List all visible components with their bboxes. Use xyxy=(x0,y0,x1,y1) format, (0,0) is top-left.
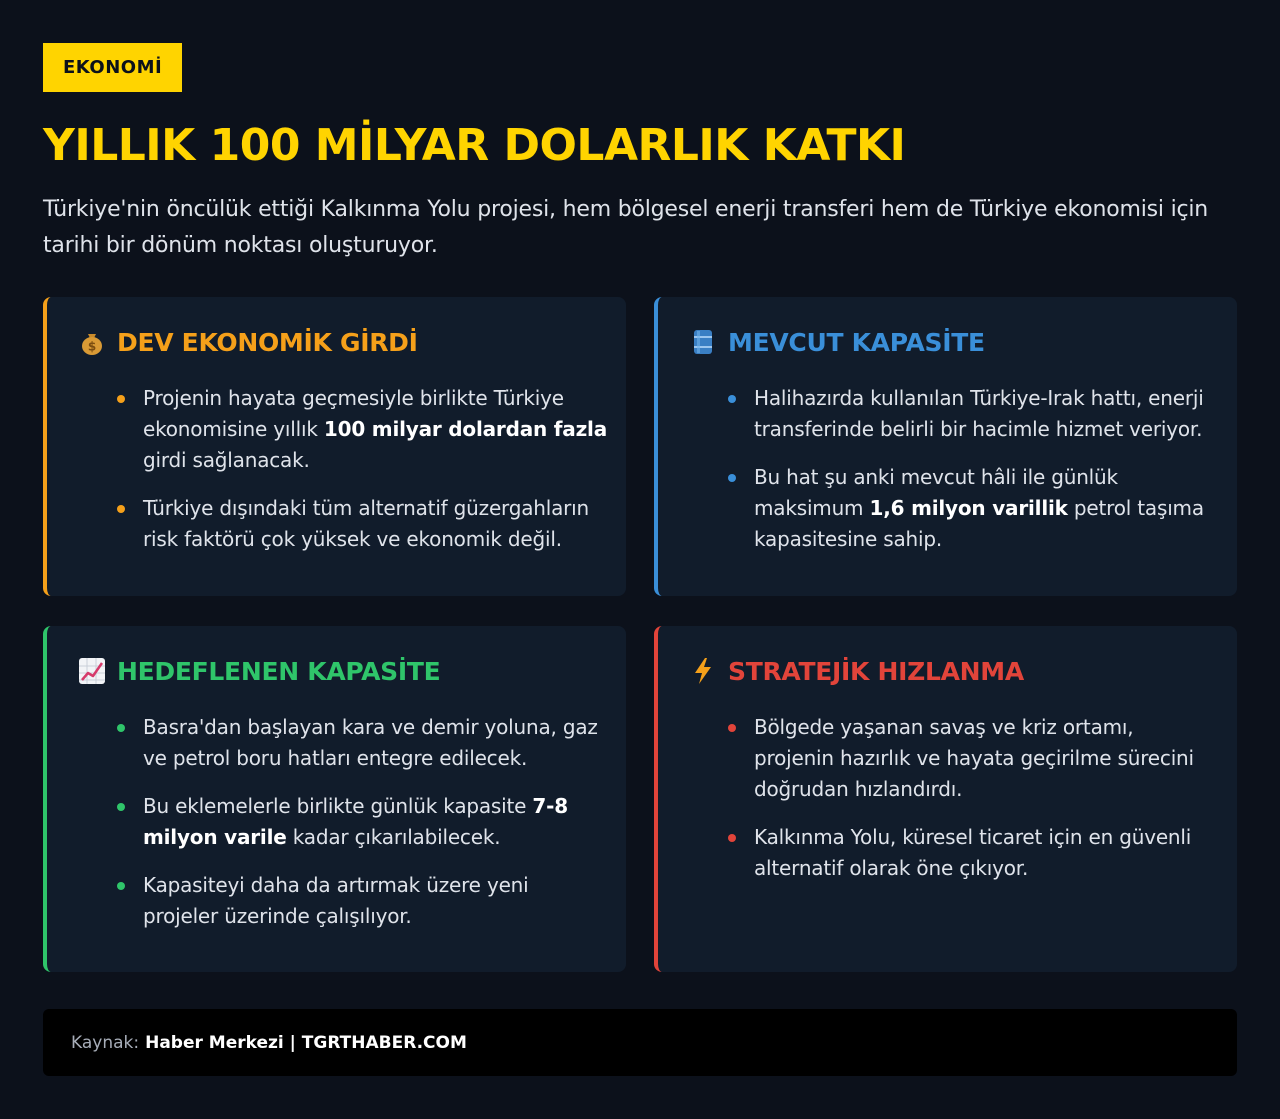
card-title: STRATEJİK HIZLANMA xyxy=(728,656,1024,686)
bullet-dot xyxy=(728,724,736,732)
list-item: Basra'dan başlayan kara ve demir yoluna, gaz ve petrol boru hatları entegre edilecek. xyxy=(117,712,607,774)
bullet-dot xyxy=(117,505,125,513)
source-footer xyxy=(43,1009,1237,1076)
bullet-dot xyxy=(728,474,736,482)
category-badge: EKONOMİ xyxy=(43,43,182,92)
bullet-dot xyxy=(728,395,736,403)
source-value: Haber Merkezi | TGRTHABER.COM xyxy=(145,1032,467,1053)
list-item: Bu eklemelerle birlikte günlük kapasite 7-8 milyon varile kadar çıkarılabilecek. xyxy=(117,791,607,853)
list-item: Kalkınma Yolu, küresel ticaret için en güvenli alternatif olarak öne çıkıyor. xyxy=(728,822,1198,884)
list-item: Bu hat şu anki mevcut hâli ile günlük maksimum 1,6 milyon varillik petrol taşıma kapasitesine sahip. xyxy=(728,462,1208,555)
bullet-list xyxy=(117,712,607,932)
card-header xyxy=(77,325,598,359)
bullet-dot xyxy=(117,395,125,403)
bullet-dot xyxy=(117,882,125,890)
list-item: Kapasiteyi daha da artırmak üzere yeni projeler üzerinde çalışılıyor. xyxy=(117,870,607,932)
card-target-capacity xyxy=(43,626,626,972)
card-header xyxy=(77,654,598,688)
list-item: Türkiye dışındaki tüm alternatif güzergahların risk faktörü çok yüksek ve ekonomik değil. xyxy=(117,493,607,555)
list-item: Bölgede yaşanan savaş ve kriz ortamı, projenin hazırlık ve hayata geçirilme sürecini doğrudan hızlandırdı. xyxy=(728,712,1198,805)
lightning-icon xyxy=(688,656,718,686)
card-title: HEDEFLENEN KAPASİTE xyxy=(117,656,441,686)
list-item: Projenin hayata geçmesiyle birlikte Türkiye ekonomisine yıllık 100 milyar dolardan fazla girdi sağlanacak. xyxy=(117,383,607,476)
card-current-capacity xyxy=(654,297,1237,596)
intro-paragraph: Türkiye'nin öncülük ettiği Kalkınma Yolu projesi, hem bölgesel enerji transferi hem de Türkiye ekonomisi için tarihi bir dönüm noktası oluşturuyor. xyxy=(43,197,1209,258)
bullet-list xyxy=(728,712,1198,884)
page-title: YILLIK 100 MİLYAR DOLARLIK KATKI xyxy=(43,120,906,171)
list-item: Halihazırda kullanılan Türkiye-Irak hattı, enerji transferinde belirli bir hacimle hizmet veriyor. xyxy=(728,383,1208,445)
card-title: MEVCUT KAPASİTE xyxy=(728,327,985,357)
bullet-list xyxy=(117,383,607,555)
svg-text:$: $ xyxy=(87,339,97,354)
card-title: DEV EKONOMİK GİRDİ xyxy=(117,327,418,357)
oil-barrel-icon xyxy=(688,327,718,357)
bullet-dot xyxy=(728,834,736,842)
card-header xyxy=(688,654,1209,688)
bullet-list xyxy=(728,383,1208,555)
money-bag-icon xyxy=(77,327,107,357)
bullet-dot xyxy=(117,724,125,732)
card-economic-input xyxy=(43,297,626,596)
card-strategic-acceleration xyxy=(654,626,1237,972)
chart-increasing-icon xyxy=(77,656,107,686)
bullet-dot xyxy=(117,803,125,811)
source-label: Kaynak: xyxy=(71,1032,140,1053)
card-header xyxy=(688,325,1209,359)
